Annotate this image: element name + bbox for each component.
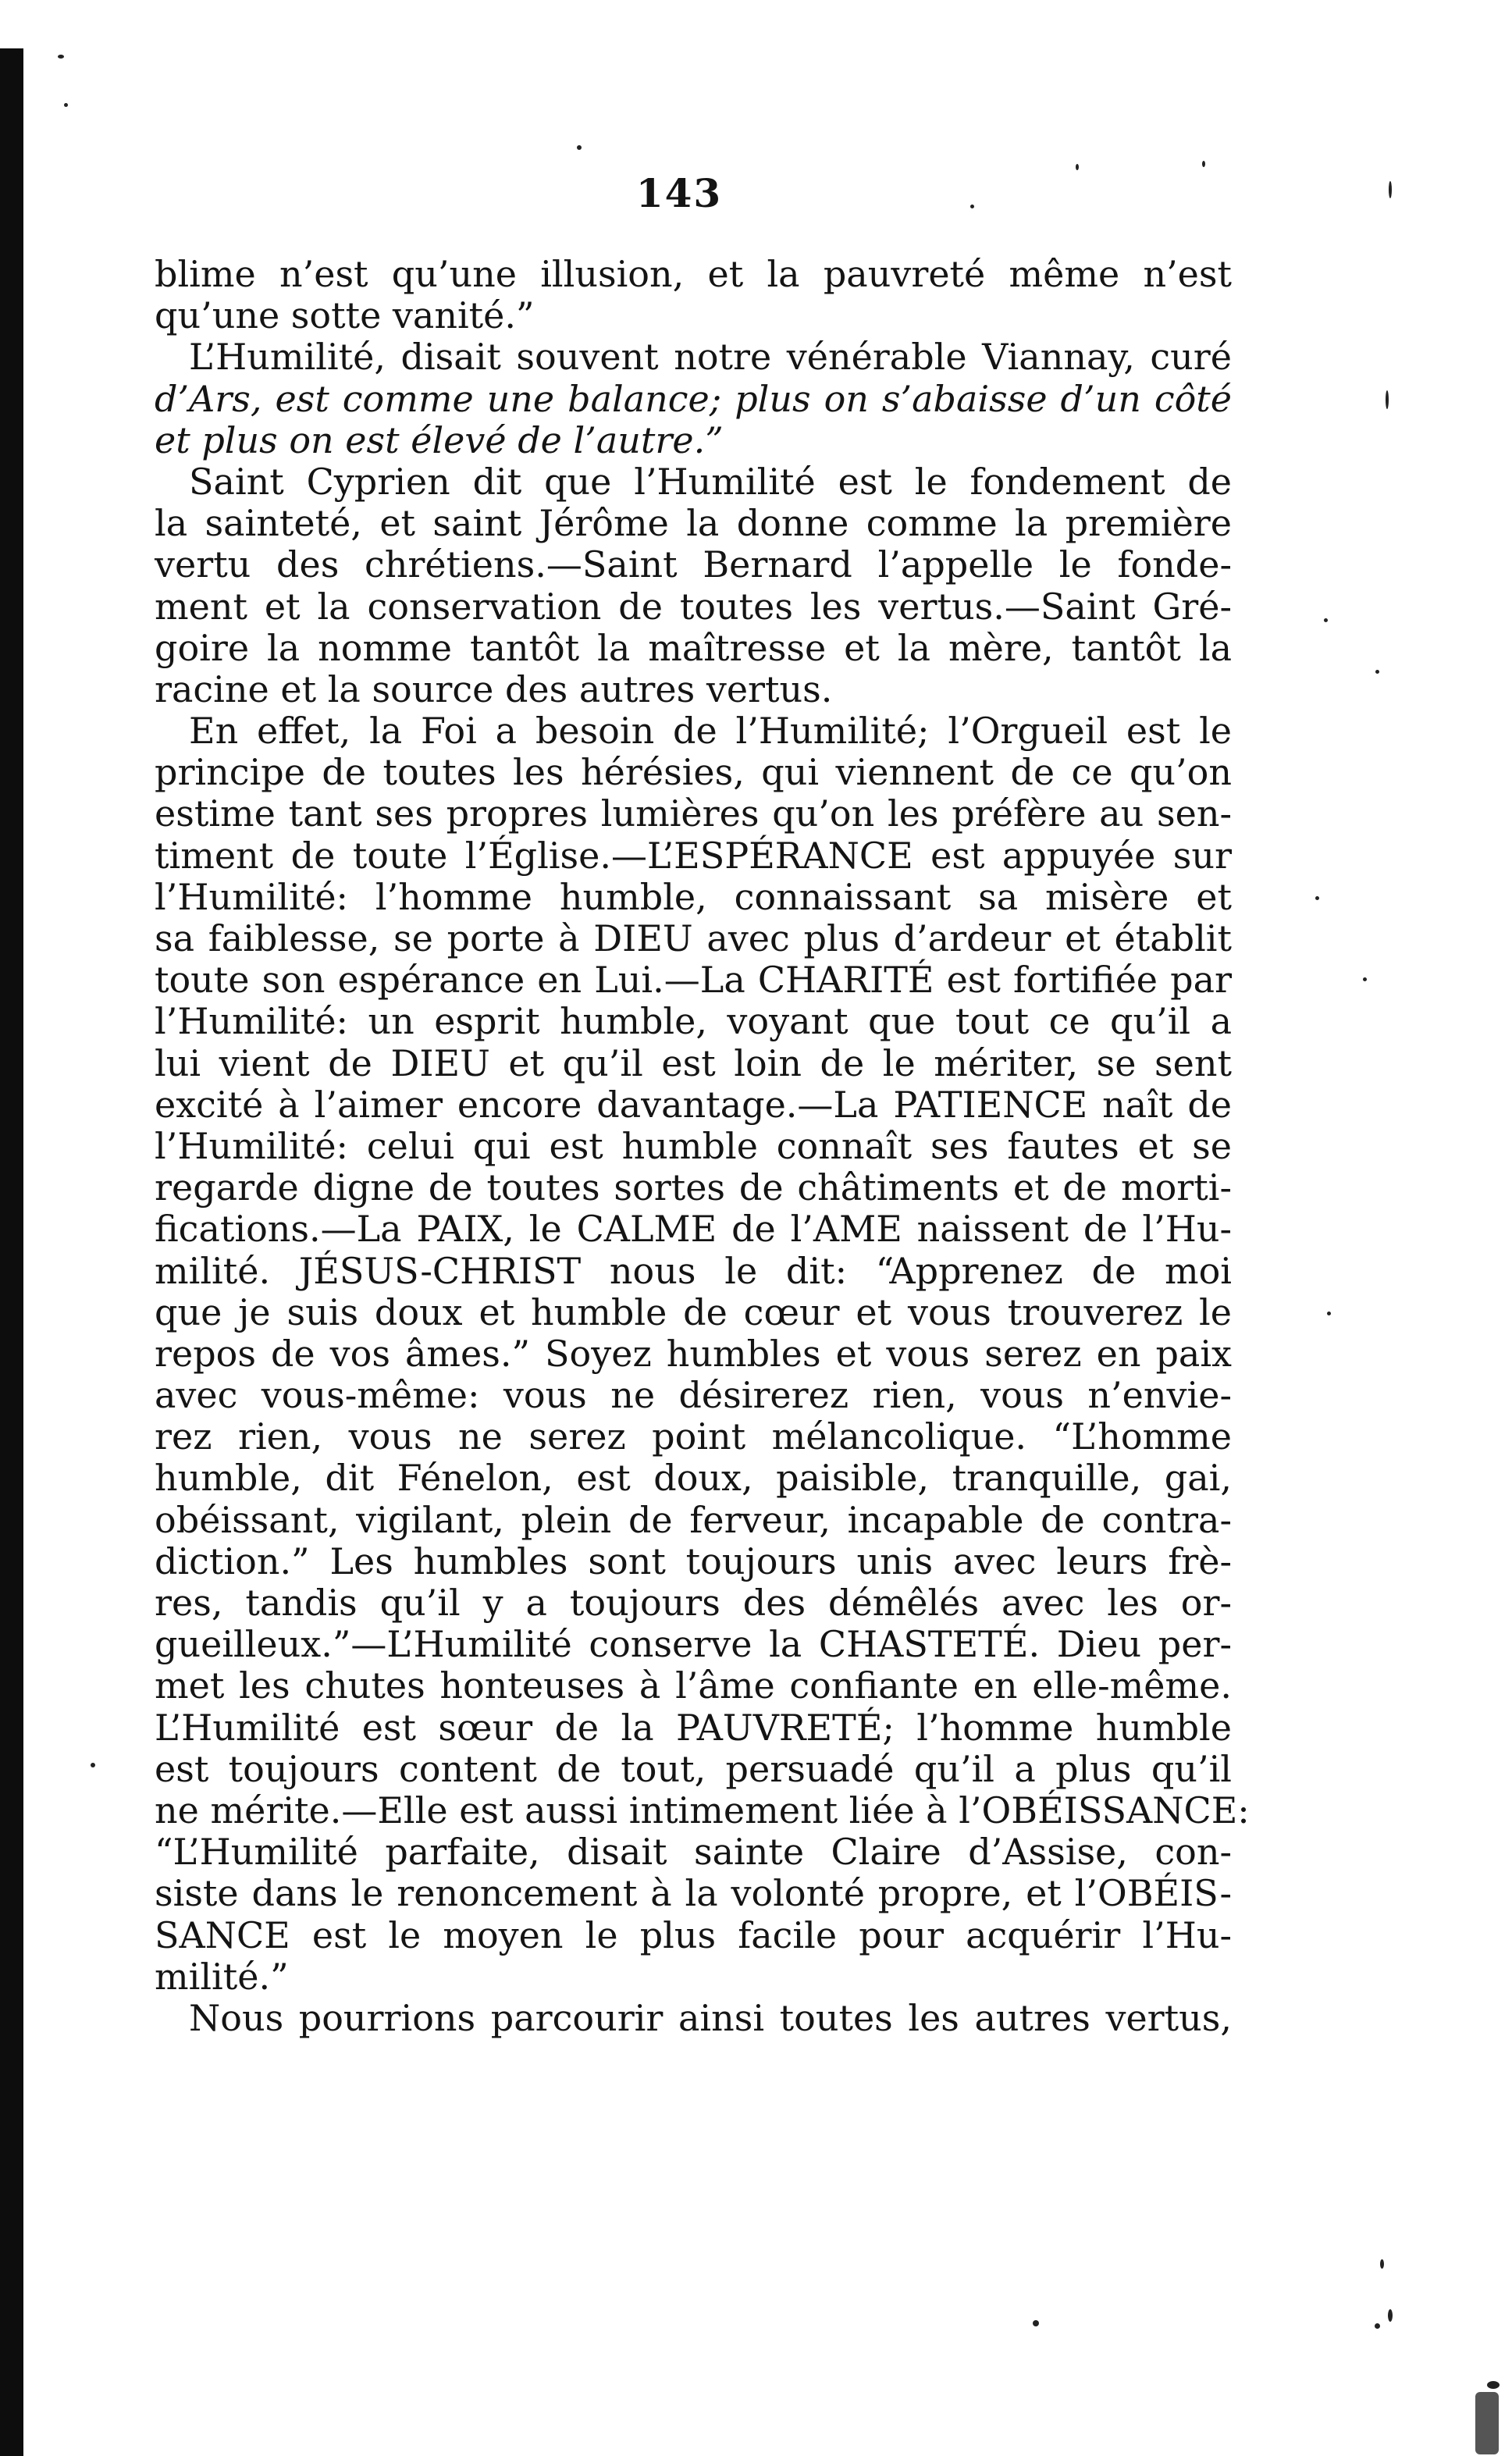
text-line: milité. JÉSUS-CHRIST nous le dit: “Apprenez de moi [155, 1249, 1232, 1292]
text-line: que je suis doux et humble de cœur et vous trouverez le [155, 1290, 1232, 1333]
text-line: l’Humilité: l’homme humble, connaissant sa misère et [155, 875, 1232, 918]
text-line: Saint Cyprien dit que l’Humilité est le fondement de [189, 460, 1232, 503]
scan-speck [577, 145, 582, 150]
text-line: met les chutes honteuses à l’âme confiante en elle-même. [155, 1664, 1232, 1707]
text-line: goire la nomme tantôt la maîtresse et la mère, tantôt la [155, 626, 1232, 669]
scan-speck [1202, 161, 1205, 167]
scan-speck [1388, 2309, 1393, 2322]
text-line: d’Ars, est comme une balance; plus on s’abaisse d’un côté [155, 377, 1232, 420]
text-line: regarde digne de toutes sortes de châtiments et de morti- [155, 1166, 1232, 1209]
text-line: ment et la conservation de toutes les vertus.—Saint Gré- [155, 585, 1232, 628]
text-line: siste dans le renoncement à la volonté propre, et l’OBÉIS- [155, 1872, 1232, 1915]
text-line: L’Humilité est sœur de la PAUVRETÉ; l’homme humble [155, 1706, 1232, 1749]
text-line: Nous pourrions parcourir ainsi toutes les autres vertus, [189, 1996, 1232, 2039]
text-line: avec vous-même: vous ne désirerez rien, vous n’envie- [155, 1374, 1232, 1417]
scan-speck [1315, 896, 1319, 900]
scan-speck [1327, 1312, 1331, 1315]
text-line: diction.” Les humbles sont toujours unis avec leurs frè- [155, 1539, 1232, 1582]
scan-speck [1375, 670, 1379, 674]
scan-speck [1033, 2320, 1039, 2326]
scan-speck [1487, 2381, 1500, 2389]
scan-speck [1386, 390, 1389, 409]
text-line: toute son espérance en Lui.—La CHARITÉ est fortifiée par [155, 959, 1232, 1002]
text-line: repos de vos âmes.” Soyez humbles et vous serez en paix [155, 1332, 1232, 1375]
text-line: En effet, la Foi a besoin de l’Humilité; l’Orgueil est le [189, 710, 1232, 753]
scan-speck [1389, 181, 1392, 198]
text-line: l’Humilité: celui qui est humble connaît ses fautes et se [155, 1124, 1232, 1167]
text-line: excité à l’aimer encore davantage.—La PATIENCE naît de [155, 1083, 1232, 1126]
text-line: ne mérite.—Elle est aussi intimement liée à l’OBÉISSANCE: [155, 1789, 1250, 1831]
scan-speck [1380, 2259, 1384, 2269]
text-line: sa faiblesse, se porte à DIEU avec plus d’ardeur et établit [155, 917, 1232, 959]
scan-speck [1363, 977, 1367, 981]
text-line: l’Humilité: un esprit humble, voyant que tout ce qu’il a [155, 1000, 1232, 1043]
text-line: blime n’est qu’une illusion, et la pauvreté même n’est [155, 253, 1232, 295]
text-line: qu’une sotte vanité.” [155, 294, 535, 337]
text-line: humble, dit Fénelon, est doux, paisible, tranquille, gai, [155, 1457, 1232, 1500]
text-line: lui vient de DIEU et qu’il est loin de le mériter, se sent [155, 1041, 1232, 1084]
text-line: timent de toute l’Église.—L’ESPÉRANCE est appuyée sur [155, 834, 1232, 877]
page-number: 143 [635, 170, 723, 216]
text-line: SANCE est le moyen le plus facile pour acquérir l’Hu- [155, 1913, 1232, 1956]
scan-speck [1324, 618, 1328, 622]
body-text [155, 253, 1250, 2039]
text-line: gueilleux.”—L’Humilité conserve la CHASTETÉ. Dieu per- [155, 1623, 1232, 1666]
text-line: et plus on est élevé de l’autre.” [155, 418, 724, 461]
scan-binding-shadow [0, 48, 23, 2456]
text-line: rez rien, vous ne serez point mélancolique. “L’homme [155, 1415, 1232, 1458]
scan-speck [1076, 164, 1079, 170]
text-line: vertu des chrétiens.—Saint Bernard l’appelle le fonde- [155, 543, 1232, 586]
text-line: est toujours content de tout, persuadé qu’il a plus qu’il [155, 1747, 1232, 1790]
text-line: “L’Humilité parfaite, disait sainte Claire d’Assise, con- [155, 1831, 1232, 1874]
text-line: racine et la source des autres vertus. [155, 667, 833, 710]
text-line: estime tant ses propres lumières qu’on les préfère au sen- [155, 792, 1232, 835]
text-line: obéissant, vigilant, plein de ferveur, incapable de contra- [155, 1498, 1232, 1541]
scan-speck [91, 1763, 95, 1767]
text-line: res, tandis qu’il y a toujours des démêlés avec les or- [155, 1582, 1232, 1624]
text-line: milité.” [155, 1955, 289, 1998]
text-line: principe de toutes les hérésies, qui viennent de ce qu’on [155, 751, 1232, 794]
text-line: fications.—La PAIX, le CALME de l’AME naissent de l’Hu- [155, 1208, 1232, 1251]
scan-speck [64, 103, 68, 107]
scan-speck [1475, 2392, 1499, 2454]
text-line: la sainteté, et saint Jérôme la donne comme la première [155, 502, 1232, 545]
scan-speck [1375, 2323, 1380, 2329]
text-line: L’Humilité, disait souvent notre vénérable Viannay, curé [189, 336, 1232, 379]
scan-speck [58, 55, 64, 59]
